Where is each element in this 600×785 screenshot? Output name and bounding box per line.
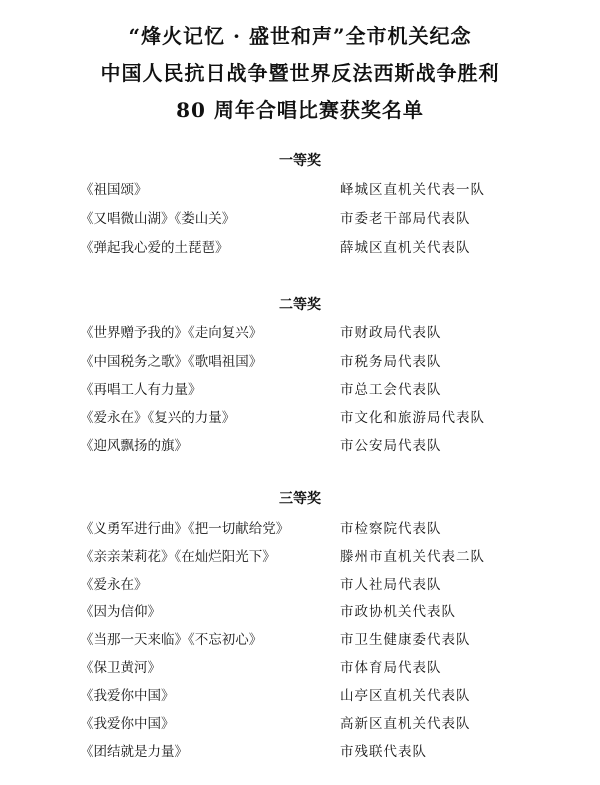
song-title: 《义勇军进行曲》《把一切献给党》 (80, 521, 290, 537)
list-item (0, 545, 600, 565)
team-name: 薛城区直机关代表队 (340, 240, 471, 256)
song-title: 《弹起我心爱的土琵琶》 (80, 240, 229, 256)
list-item (0, 628, 600, 648)
team-name: 市检察院代表队 (340, 521, 442, 537)
song-title: 《我爱你中国》 (80, 688, 175, 704)
song-title: 《我爱你中国》 (80, 716, 175, 732)
team-name: 市税务局代表队 (340, 354, 442, 370)
list-item (0, 350, 600, 370)
team-name: 市政协机关代表队 (340, 604, 456, 620)
team-name: 市公安局代表队 (340, 438, 442, 454)
list-item (0, 207, 600, 227)
title-line-2: 中国人民抗日战争暨世界反法西斯战争胜利 (100, 61, 500, 85)
song-title: 《世界赠予我的》《走向复兴》 (80, 325, 263, 341)
song-title: 《中国税务之歌》《歌唱祖国》 (80, 354, 263, 370)
section-title-third-prize: 三等奖 (279, 491, 321, 507)
list-item (0, 321, 600, 341)
team-name: 滕州市直机关代表二队 (340, 549, 485, 565)
team-name: 峄城区直机关代表一队 (340, 182, 485, 198)
list-item (0, 517, 600, 537)
team-name: 市人社局代表队 (340, 577, 442, 593)
song-title: 《当那一天来临》《不忘初心》 (80, 632, 263, 648)
list-item (0, 573, 600, 593)
title-line-1: “烽火记忆 · 盛世和声”全市机关纪念 (128, 24, 472, 48)
song-title: 《保卫黄河》 (80, 660, 161, 676)
section-title-second-prize: 二等奖 (279, 297, 321, 313)
team-name: 市体育局代表队 (340, 660, 442, 676)
song-title: 《祖国颂》 (80, 182, 148, 198)
list-item (0, 406, 600, 426)
song-title: 《爱永在》 (80, 577, 148, 593)
list-item (0, 236, 600, 256)
list-item (0, 712, 600, 732)
list-item (0, 684, 600, 704)
team-name: 山亭区直机关代表队 (340, 688, 471, 704)
list-item (0, 378, 600, 398)
team-name: 市残联代表队 (340, 744, 427, 760)
list-item (0, 740, 600, 760)
team-name: 市委老干部局代表队 (340, 211, 471, 227)
song-title: 《因为信仰》 (80, 604, 161, 620)
list-item (0, 600, 600, 620)
song-title: 《爱永在》《复兴的力量》 (80, 410, 236, 426)
team-name: 市卫生健康委代表队 (340, 632, 471, 648)
section-title-first-prize: 一等奖 (279, 153, 321, 169)
team-name: 市总工会代表队 (340, 382, 442, 398)
team-name: 高新区直机关代表队 (340, 716, 471, 732)
song-title: 《再唱工人有力量》 (80, 382, 202, 398)
song-title: 《又唱微山湖》《娄山关》 (80, 211, 236, 227)
list-item (0, 434, 600, 454)
song-title: 《迎风飘扬的旗》 (80, 438, 188, 454)
song-title: 《亲亲茉莉花》《在灿烂阳光下》 (80, 549, 276, 565)
team-name: 市文化和旅游局代表队 (340, 410, 485, 426)
title-line-3: 80 周年合唱比赛获奖名单 (176, 98, 424, 122)
list-item (0, 656, 600, 676)
song-title: 《团结就是力量》 (80, 744, 188, 760)
team-name: 市财政局代表队 (340, 325, 442, 341)
list-item (0, 178, 600, 198)
